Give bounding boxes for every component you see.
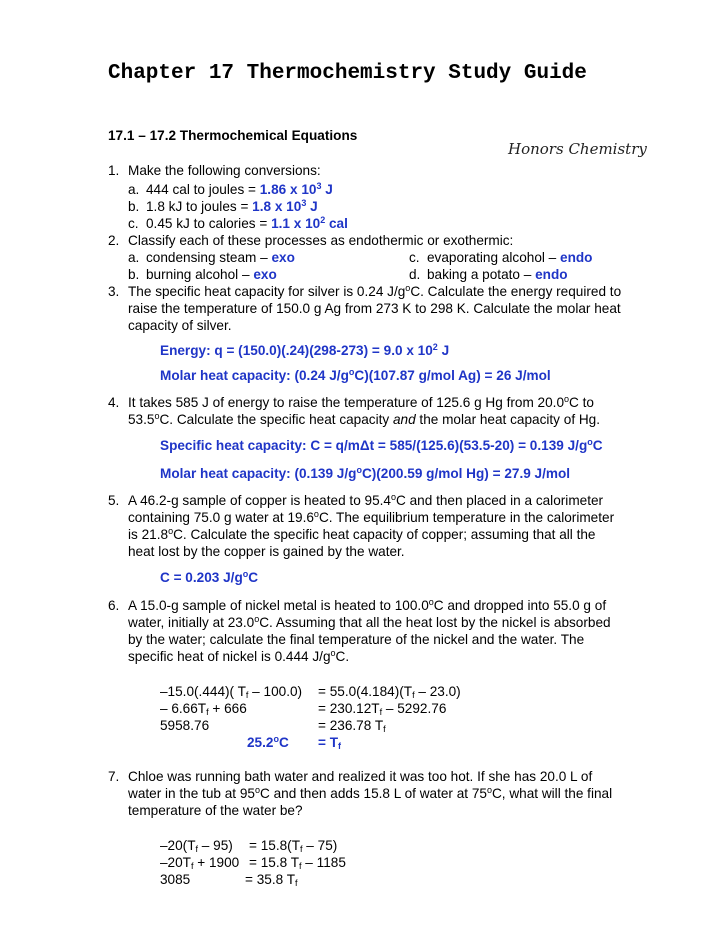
answer: exo [271, 250, 295, 265]
sub-text: 1.8 kJ to joules = [146, 199, 253, 214]
question-text: containing 75.0 g water at 19.6$^o$C. The equilibrium temperature in the calorimeter [128, 509, 615, 525]
equation-left: 3085 [160, 872, 191, 887]
sub-letter: c. [128, 216, 139, 231]
answer-temperature: 25.2$^o$C [247, 734, 289, 750]
answer: exo [253, 267, 277, 282]
question-number: 3. [108, 284, 120, 299]
sub-text: 0.45 kJ to calories = [146, 216, 272, 231]
equation-left: – $6.66T_f + 666$ [160, 701, 247, 717]
answer-molar-heat-capacity: Molar heat capacity: (0.24 $J/g^oC)(107.87$ g/mol Ag) = 26 J/mol [160, 367, 551, 383]
question-text: It takes 585 J of energy to raise the temperature of 125.6 g Hg from 20.0$^o$C to [128, 394, 594, 410]
question-text: The specific heat capacity for silver is 0.24 $J/g^oC$. Calculate the energy required to [128, 283, 622, 299]
answer: endo [560, 250, 593, 265]
question-text: A 15.0-g sample of nickel metal is heated to 100.0$^o$C and dropped into 55.0 g of [128, 597, 607, 613]
sub-letter: a. [128, 182, 140, 197]
equation-right: = $230.12T_f - 5292.76$ [318, 701, 447, 717]
question-text: Classify each of these processes as endothermic or exothermic: [128, 233, 514, 248]
question-text: heat lost by the copper is gained by the water. [128, 544, 405, 559]
answer-tf: = $T_f$ [318, 735, 342, 751]
question-text: water, initially at 23.0$^o$C. Assuming that all the heat lost by the nickel is absorbed [128, 614, 611, 630]
equation-right: = 15.8 $T_f - 1185$ [249, 855, 346, 871]
sub-text: 444 cal to joules = [146, 182, 260, 197]
equation-right: = 35.8 $T_f$ [245, 872, 298, 888]
sub-letter: b. [128, 199, 140, 214]
question-number: 4. [108, 395, 120, 410]
section-heading: 17.1 – 17.2 Thermochemical Equations [108, 128, 358, 143]
question-number: 2. [108, 233, 120, 248]
question-number: 5. [108, 493, 120, 508]
study-guide-page: Chapter 17 Thermochemistry Study Guide 17.1 – 17.2 Thermochemical Equations Honors Chemistry 1. Make the following conversions: a. 444 cal to joules = 1.86 x $10^3$ J b. 1.8 kJ to joules = 1.8 x $10^3$ J c. 0.45 kJ to calories = 1.1 x $10^2$ cal 2. Classify each of these processes as endothermic or exothermic: a. condensing steam – exo c. evaporating alcohol – endo b. burning alcohol – exo d. baking a potato – endo 3. The specific heat capacity for silver is 0.24 $J/g^oC$. Calculate the energy required to raise the temperature of 150.0 g Ag from 273 K to 298 K. Calculate the molar heat capacity of silver. Energy: q = (150.0)(.24)(298-273) = 9.0 x $10^2$ J Molar heat capacity: (0.24 $J/g^oC)(107.87$ g/mol Ag) = 26 J/mol 4. It takes 585 J of energy to raise the temperature of 125.6 g Hg from 20.0$^o$C to 53.5$^o$C. Calculate the specific heat capacity and the molar heat capacity of Hg. Specific heat capacity: C = q/mΔt = 585/(125.6)(53.5-20) = 0.139 $J/g^oC$ Molar heat capacity: (0.139 $J/g^oC)(200.59$ g/mol Hg) = 27.9 J/mol 5. A 46.2-g sample of copper is heated to 95.4$^o$C and then placed in a calorimeter containing 75.0 g water at 19.6$^o$C. The equilibrium temperature in the calorimeter is 21.8$^o$C. Calculate the specific heat capacity of copper; assuming that all the heat lost by the copper is gained by the water. C = 0.203 $J/g^oC$ 6. A 15.0-g sample of nickel metal is heated to 100.0$^o$C and dropped into 55.0 g of water, initially at 23.0$^o$C. Assuming that all the heat lost by the nickel is absorbed by the water; calculate the final temperature of the nickel and the water. The specific heat of nickel is 0.444 $J/g^oC$. –15.0(.444)( $T_f - 100.0$) = $55.0(4.184)(T_f - 23.0)$ – $6.66T_f + 666$ = $230.12T_f - 5292.76$ 5958.76 = 236.78 $T_f$ 25.2$^o$C = $T_f$ 7. Chloe was running bath water and realized it was too hot. If she has 20.0 L of water in the tub at 95$^o$C and then adds 15.8 L of water at 75$^o$C, what will the final temperature of the water be? $-20(T_f - 95)$ = $15.8(T_f - 75)$ $-20T_f + 1900$ = 15.8 $T_f - 1185$ 3085 = 35.8 $T_f$ [108, 62, 647, 888]
question-text: A 46.2-g sample of copper is heated to 95.4$^o$C and then placed in a calorimeter [128, 492, 604, 508]
equation-left: –15.0(.444)( $T_f - 100.0$) [160, 684, 303, 700]
question-text: specific heat of nickel is 0.444 $J/g^oC$. [128, 648, 350, 664]
answer-energy: Energy: q = (150.0)(.24)(298-273) = 9.0 x $10^2$ J [160, 342, 450, 358]
equation-left: 5958.76 [160, 718, 210, 733]
equation-right: = $55.0(4.184)(T_f - 23.0)$ [318, 684, 461, 700]
question-text: by the water; calculate the final temperature of the nickel and the water. The [128, 632, 585, 647]
equation-right: = $15.8(T_f - 75)$ [249, 838, 338, 854]
answer: endo [535, 267, 568, 282]
answer: 1.1 x $10^2$ cal [271, 215, 348, 231]
question-text: water in the tub at 95$^o$C and then adds 15.8 L of water at 75$^o$C, what will the final [128, 785, 613, 801]
answer-specific-heat-capacity: Specific heat capacity: C = q/mΔt = 585/(125.6)(53.5-20) = 0.139 $J/g^oC$ [160, 437, 603, 453]
question-text: raise the temperature of 150.0 g Ag from 273 K to 298 K. Calculate the molar heat [128, 301, 621, 316]
equation-right: = 236.78 $T_f$ [318, 718, 386, 734]
equation-left: $-20T_f + 1900$ [160, 855, 240, 871]
answer-molar-heat-capacity: Molar heat capacity: (0.139 $J/g^oC)(200.59$ g/mol Hg) = 27.9 J/mol [160, 465, 571, 481]
page-title: Chapter 17 Thermochemistry Study Guide [108, 62, 587, 85]
question-text: capacity of silver. [128, 318, 232, 333]
answer-specific-heat: C = 0.203 $J/g^oC$ [160, 569, 259, 585]
answer: 1.8 x $10^3$ J [252, 198, 318, 214]
question-number: 1. [108, 163, 120, 178]
question-text: temperature of the water be? [128, 803, 303, 818]
equation-left: $-20(T_f - 95)$ [160, 838, 233, 854]
answer: 1.86 x $10^3$ J [259, 181, 333, 197]
question-text: Chloe was running bath water and realized it was too hot. If she has 20.0 L of [128, 769, 593, 784]
honors-chemistry-stamp: Honors Chemistry [508, 140, 647, 158]
question-text: Make the following conversions: [128, 163, 321, 178]
question-number: 6. [108, 598, 120, 613]
question-number: 7. [108, 769, 120, 784]
question-text: 53.5$^o$C. Calculate the specific heat capacity and the molar heat capacity of Hg. [128, 411, 601, 427]
question-text: is 21.8$^o$C. Calculate the specific heat capacity of copper; assuming that all the [128, 526, 596, 542]
